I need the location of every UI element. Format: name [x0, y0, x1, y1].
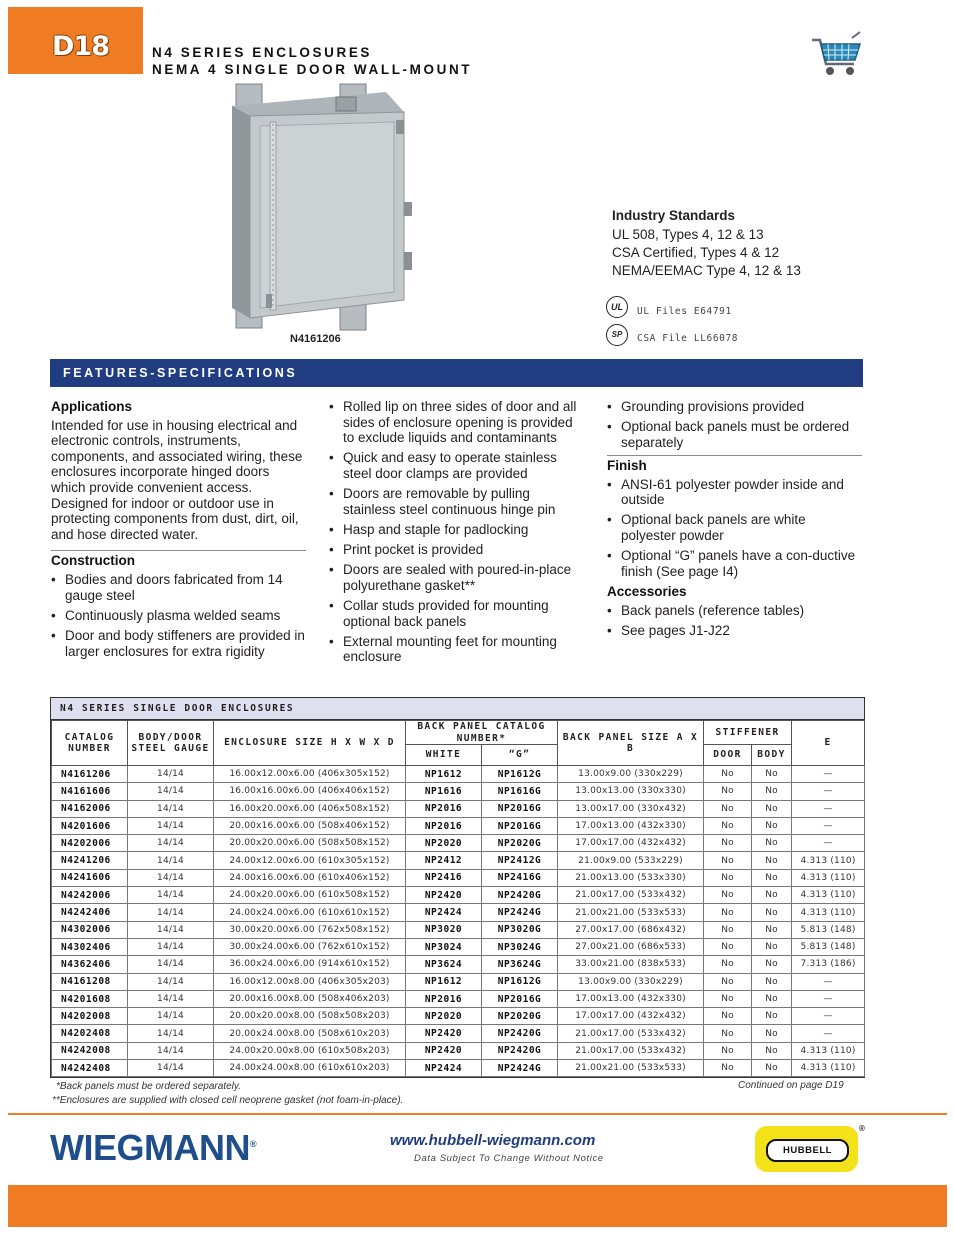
table-cell: No — [752, 783, 792, 800]
table-cell: N4201606 — [52, 817, 128, 834]
table-cell: NP3020G — [482, 921, 558, 938]
features-column-2 — [329, 399, 585, 670]
table-cell: 4.313 (110) — [792, 852, 865, 869]
table-cell: 21.00x17.00 (533x432) — [558, 1042, 704, 1059]
table-cell: 13.00x9.00 (330x229) — [558, 766, 704, 783]
website-link[interactable]: www.hubbell-wiegmann.com — [390, 1132, 596, 1149]
csa-logo: SP — [606, 324, 628, 346]
table-cell: No — [752, 1042, 792, 1059]
ul-logo: UL — [606, 296, 628, 318]
table-cell: 14/14 — [128, 973, 214, 990]
table-cell: No — [704, 800, 752, 817]
table-cell: NP3624 — [406, 956, 482, 973]
table-cell: 20.00x16.00x8.00 (508x406x203) — [214, 990, 406, 1007]
ul-file: UL Files E64791 — [637, 306, 732, 317]
construction-list — [51, 572, 306, 659]
table-cell: 20.00x16.00x6.00 (508x406x152) — [214, 817, 406, 834]
table-cell: No — [752, 1060, 792, 1077]
csa-file: CSA File LL66078 — [637, 333, 739, 344]
table-cell: N4162006 — [52, 800, 128, 817]
col-header-gauge: BODY/DOOR STEEL GAUGE — [128, 721, 214, 766]
table-cell: 17.00x17.00 (432x432) — [558, 835, 704, 852]
table-row — [52, 1025, 865, 1042]
list-item: • Optional “G” panels have a con-ductive finish (See page I4) — [607, 548, 862, 579]
notice-text: Data Subject To Change Without Notice — [414, 1153, 604, 1164]
table-cell: 20.00x24.00x8.00 (508x610x203) — [214, 1025, 406, 1042]
table-cell: No — [704, 783, 752, 800]
applications-heading: Applications — [51, 399, 133, 414]
table-cell: No — [704, 1060, 752, 1077]
table-cell: NP2424 — [406, 904, 482, 921]
bottom-band — [8, 1185, 947, 1227]
features-column-3 — [607, 399, 862, 643]
table-row — [52, 1060, 865, 1077]
table-cell: No — [752, 973, 792, 990]
registered-mark: ® — [859, 1124, 865, 1133]
list-item: • Quick and easy to operate stainless steel door clamps are provided — [329, 450, 585, 481]
table-cell: — — [792, 766, 865, 783]
table-cell: 17.00x13.00 (432x330) — [558, 990, 704, 1007]
table-row — [52, 1008, 865, 1025]
table-row — [52, 904, 865, 921]
photo-caption: N4161206 — [290, 333, 341, 345]
accessories-list — [607, 603, 862, 639]
table-row — [52, 869, 865, 886]
table-row — [52, 1042, 865, 1059]
col-header-g: “G” — [482, 745, 558, 766]
col-header-catalog: CATALOG NUMBER — [52, 721, 128, 766]
table-cell: 14/14 — [128, 887, 214, 904]
table-row — [52, 800, 865, 817]
table-cell: NP2420G — [482, 1025, 558, 1042]
col-header-door: DOOR — [704, 745, 752, 766]
divider — [8, 1113, 947, 1115]
table-cell: N4242008 — [52, 1042, 128, 1059]
table-cell: No — [704, 835, 752, 852]
table-cell: 14/14 — [128, 783, 214, 800]
table-cell: N4202008 — [52, 1008, 128, 1025]
header-subtitle: NEMA 4 SINGLE DOOR WALL-MOUNT — [152, 62, 473, 77]
table-cell: No — [704, 990, 752, 1007]
table-cell: — — [792, 783, 865, 800]
table-cell: N4242006 — [52, 887, 128, 904]
table-cell: 30.00x24.00x6.00 (762x610x152) — [214, 938, 406, 955]
table-cell: N4201608 — [52, 990, 128, 1007]
enclosure-table — [50, 697, 865, 1078]
section-title: FEATURES-SPECIFICATIONS — [63, 366, 298, 380]
footnote: **Enclosures are supplied with closed cell neoprene gasket (not foam-in-place). — [52, 1095, 404, 1106]
table-cell: — — [792, 973, 865, 990]
table-cell: NP1612G — [482, 973, 558, 990]
features-column-1 — [51, 399, 306, 664]
table-row — [52, 852, 865, 869]
standards-title: Industry Standards — [612, 208, 736, 223]
table-cell: N4362406 — [52, 956, 128, 973]
standards-line: NEMA/EEMAC Type 4, 12 & 13 — [612, 263, 801, 278]
table-cell: 5.813 (148) — [792, 938, 865, 955]
table-cell: NP1616G — [482, 783, 558, 800]
table-cell: 24.00x16.00x6.00 (610x406x152) — [214, 869, 406, 886]
table-cell: No — [704, 766, 752, 783]
list-item: • ANSI-61 polyester powder inside and outside — [607, 477, 862, 508]
table-cell: NP2020 — [406, 1008, 482, 1025]
applications-text: Intended for use in housing electrical and electronic controls, instruments, components, and associated wiring, these enclosures incorporate hinged doors which provide convenient access. Designed for indoor or outdoor use in protecting components from dust, dirt, oil, and hose directed water. — [51, 417, 303, 542]
table-cell: No — [752, 817, 792, 834]
table-cell: NP2412G — [482, 852, 558, 869]
table-cell: 14/14 — [128, 1042, 214, 1059]
table-cell: NP2020 — [406, 835, 482, 852]
table-cell: 7.313 (186) — [792, 956, 865, 973]
table-cell: No — [704, 921, 752, 938]
table-cell: No — [752, 852, 792, 869]
table-cell: No — [752, 869, 792, 886]
table-cell: NP2424G — [482, 1060, 558, 1077]
table-cell: 27.00x21.00 (686x533) — [558, 938, 704, 955]
hubbell-logo: HUBBELL — [755, 1126, 858, 1172]
features-list — [607, 399, 862, 450]
table-cell: No — [752, 835, 792, 852]
table-cell: 14/14 — [128, 1025, 214, 1042]
table-cell: NP2020G — [482, 1008, 558, 1025]
table-cell: 14/14 — [128, 990, 214, 1007]
section-bar — [50, 359, 863, 387]
table-cell: 13.00x9.00 (330x229) — [558, 973, 704, 990]
table-cell: N4302406 — [52, 938, 128, 955]
table-cell: NP2016 — [406, 990, 482, 1007]
table-cell: N4241206 — [52, 852, 128, 869]
table-cell: No — [752, 990, 792, 1007]
table-cell: No — [752, 1025, 792, 1042]
shopping-cart-icon[interactable] — [808, 30, 864, 78]
table-cell: No — [752, 1008, 792, 1025]
table-cell: No — [704, 817, 752, 834]
table-cell: NP2420 — [406, 887, 482, 904]
table-cell: No — [752, 956, 792, 973]
table-cell: NP2420 — [406, 1042, 482, 1059]
list-item: • Print pocket is provided — [329, 542, 585, 558]
table-cell: 24.00x20.00x8.00 (610x508x203) — [214, 1042, 406, 1059]
table-cell: 14/14 — [128, 904, 214, 921]
table-cell: 14/14 — [128, 938, 214, 955]
table-cell: 24.00x20.00x6.00 (610x508x152) — [214, 887, 406, 904]
table-cell: NP2020G — [482, 835, 558, 852]
list-item: • Optional back panels must be ordered separately — [607, 419, 862, 450]
standards-line: CSA Certified, Types 4 & 12 — [612, 245, 780, 260]
table-cell: No — [704, 904, 752, 921]
table-cell: NP1616 — [406, 783, 482, 800]
table-cell: 14/14 — [128, 1060, 214, 1077]
table-cell: 21.00x21.00 (533x533) — [558, 1060, 704, 1077]
table-cell: 21.00x13.00 (533x330) — [558, 869, 704, 886]
table-cell: 24.00x12.00x6.00 (610x305x152) — [214, 852, 406, 869]
table-cell: 5.813 (148) — [792, 921, 865, 938]
standards-line: UL 508, Types 4, 12 & 13 — [612, 227, 764, 242]
table-cell: 30.00x20.00x6.00 (762x508x152) — [214, 921, 406, 938]
table-cell: NP1612G — [482, 766, 558, 783]
table-cell: 21.00x17.00 (533x432) — [558, 1025, 704, 1042]
table-row — [52, 817, 865, 834]
table-cell: NP2424 — [406, 1060, 482, 1077]
table-cell: 4.313 (110) — [792, 887, 865, 904]
table-row — [52, 938, 865, 955]
col-header-e: E — [792, 721, 865, 766]
table-cell: 14/14 — [128, 766, 214, 783]
table-cell: 4.313 (110) — [792, 869, 865, 886]
list-item: • Optional back panels are white polyester powder — [607, 512, 862, 543]
col-header-white: WHITE — [406, 745, 482, 766]
table-cell: 16.00x12.00x8.00 (406x305x203) — [214, 973, 406, 990]
table-cell: NP3624G — [482, 956, 558, 973]
table-cell: No — [704, 887, 752, 904]
table-cell: N4202006 — [52, 835, 128, 852]
enclosure-photo — [226, 82, 426, 332]
table-cell: 16.00x12.00x6.00 (406x305x152) — [214, 766, 406, 783]
list-item: • Hasp and staple for padlocking — [329, 522, 585, 538]
list-item: • See pages J1-J22 — [607, 623, 862, 639]
table-cell: No — [704, 1025, 752, 1042]
table-cell: — — [792, 990, 865, 1007]
table-cell: NP3024G — [482, 938, 558, 955]
table-row — [52, 990, 865, 1007]
table-cell: No — [752, 921, 792, 938]
table-cell: 4.313 (110) — [792, 1060, 865, 1077]
finish-list — [607, 477, 862, 580]
table-cell: — — [792, 800, 865, 817]
table-cell: 14/14 — [128, 852, 214, 869]
header-title: N4 SERIES ENCLOSURES — [152, 45, 373, 60]
table-cell: NP1612 — [406, 973, 482, 990]
list-item: • Bodies and doors fabricated from 14 gauge steel — [51, 572, 306, 603]
table-cell: 13.00x13.00 (330x330) — [558, 783, 704, 800]
table-cell: 13.00x17.00 (330x432) — [558, 800, 704, 817]
table-cell: NP2412 — [406, 852, 482, 869]
table-cell: 24.00x24.00x6.00 (610x610x152) — [214, 904, 406, 921]
table-cell: — — [792, 1008, 865, 1025]
table-row — [52, 956, 865, 973]
table-cell: 4.313 (110) — [792, 904, 865, 921]
col-header-stiffener: STIFFENER — [704, 721, 792, 745]
table-cell: N4242406 — [52, 904, 128, 921]
table-cell: N4161206 — [52, 766, 128, 783]
page-tab — [8, 7, 143, 74]
table-cell: 36.00x24.00x6.00 (914x610x152) — [214, 956, 406, 973]
table-cell: 14/14 — [128, 800, 214, 817]
list-item: • Doors are removable by pulling stainless steel continuous hinge pin — [329, 486, 585, 517]
table-cell: NP2016G — [482, 800, 558, 817]
finish-heading: Finish — [607, 457, 647, 473]
table-cell: — — [792, 1025, 865, 1042]
table-cell: No — [752, 904, 792, 921]
table-cell: 17.00x13.00 (432x330) — [558, 817, 704, 834]
table-cell: N4242408 — [52, 1060, 128, 1077]
table-row — [52, 835, 865, 852]
table-cell: NP2016G — [482, 817, 558, 834]
table-cell: NP2424G — [482, 904, 558, 921]
table-row — [52, 973, 865, 990]
table-cell: 14/14 — [128, 1008, 214, 1025]
table-cell: 17.00x17.00 (432x432) — [558, 1008, 704, 1025]
table-cell: No — [704, 938, 752, 955]
table-cell: 14/14 — [128, 835, 214, 852]
table-cell: No — [752, 887, 792, 904]
table-cell: No — [752, 766, 792, 783]
list-item: • Collar studs provided for mounting optional back panels — [329, 598, 585, 629]
list-item: • Rolled lip on three sides of door and all sides of enclosure opening is provided to exclude liquids and contaminants — [329, 399, 585, 446]
list-item: • Doors are sealed with poured-in-place polyurethane gasket** — [329, 562, 585, 593]
features-list — [329, 399, 585, 665]
table-cell: 14/14 — [128, 869, 214, 886]
table-cell: No — [704, 869, 752, 886]
table-cell: No — [752, 938, 792, 955]
table-cell: — — [792, 835, 865, 852]
table-cell: NP2416G — [482, 869, 558, 886]
table-cell: NP2420G — [482, 1042, 558, 1059]
table-cell: No — [752, 800, 792, 817]
page-number: D18 — [52, 31, 109, 62]
table-cell: No — [704, 852, 752, 869]
table-cell: N4161208 — [52, 973, 128, 990]
wiegmann-logo: WIEGMANN® — [50, 1127, 257, 1168]
table-cell: 20.00x20.00x8.00 (508x508x203) — [214, 1008, 406, 1025]
table-cell: NP2016 — [406, 817, 482, 834]
table-cell: No — [704, 1008, 752, 1025]
table-cell: 21.00x9.00 (533x229) — [558, 852, 704, 869]
table-cell: N4202408 — [52, 1025, 128, 1042]
table-row — [52, 783, 865, 800]
table-title: N4 SERIES SINGLE DOOR ENCLOSURES — [51, 698, 864, 720]
list-item: • Grounding provisions provided — [607, 399, 862, 415]
table-cell: N4302006 — [52, 921, 128, 938]
table-cell: NP2416 — [406, 869, 482, 886]
table-cell: NP1612 — [406, 766, 482, 783]
table-cell: N4161606 — [52, 783, 128, 800]
table-cell: 24.00x24.00x8.00 (610x610x203) — [214, 1060, 406, 1077]
col-header-size: ENCLOSURE SIZE H X W X D — [214, 721, 406, 766]
table-cell: NP2016 — [406, 800, 482, 817]
table-row — [52, 887, 865, 904]
list-item: • Continuously plasma welded seams — [51, 608, 306, 624]
table-cell: 16.00x16.00x6.00 (406x406x152) — [214, 783, 406, 800]
table-cell: No — [704, 956, 752, 973]
table-cell: 4.313 (110) — [792, 1042, 865, 1059]
table-cell: N4241606 — [52, 869, 128, 886]
table-cell: 20.00x20.00x6.00 (508x508x152) — [214, 835, 406, 852]
construction-heading: Construction — [51, 553, 135, 569]
accessories-heading: Accessories — [607, 583, 687, 599]
table-cell: No — [704, 973, 752, 990]
table-cell: 14/14 — [128, 956, 214, 973]
table-row — [52, 766, 865, 783]
list-item: • External mounting feet for mounting enclosure — [329, 634, 585, 665]
list-item: • Back panels (reference tables) — [607, 603, 862, 619]
col-header-body: BODY — [752, 745, 792, 766]
table-cell: 14/14 — [128, 921, 214, 938]
table-cell: NP2420 — [406, 1025, 482, 1042]
table-cell: 27.00x17.00 (686x432) — [558, 921, 704, 938]
table-cell: 14/14 — [128, 817, 214, 834]
table-cell: NP2016G — [482, 990, 558, 1007]
table-cell: 16.00x20.00x6.00 (406x508x152) — [214, 800, 406, 817]
table-cell: 33.00x21.00 (838x533) — [558, 956, 704, 973]
footnote: *Back panels must be ordered separately. — [56, 1081, 241, 1092]
table-cell: — — [792, 817, 865, 834]
table-row — [52, 921, 865, 938]
table-cell: No — [704, 1042, 752, 1059]
continued-note: Continued on page D19 — [738, 1080, 844, 1091]
table-cell: NP3024 — [406, 938, 482, 955]
col-header-bp-catalog: BACK PANEL CATALOG NUMBER* — [406, 721, 558, 745]
table-cell: 21.00x21.00 (533x533) — [558, 904, 704, 921]
table-cell: NP2420G — [482, 887, 558, 904]
table-cell: NP3020 — [406, 921, 482, 938]
table-cell: 21.00x17.00 (533x432) — [558, 887, 704, 904]
col-header-bp-size: BACK PANEL SIZE A X B — [558, 721, 704, 766]
list-item: • Door and body stiffeners are provided in larger enclosures for extra rigidity — [51, 628, 306, 659]
